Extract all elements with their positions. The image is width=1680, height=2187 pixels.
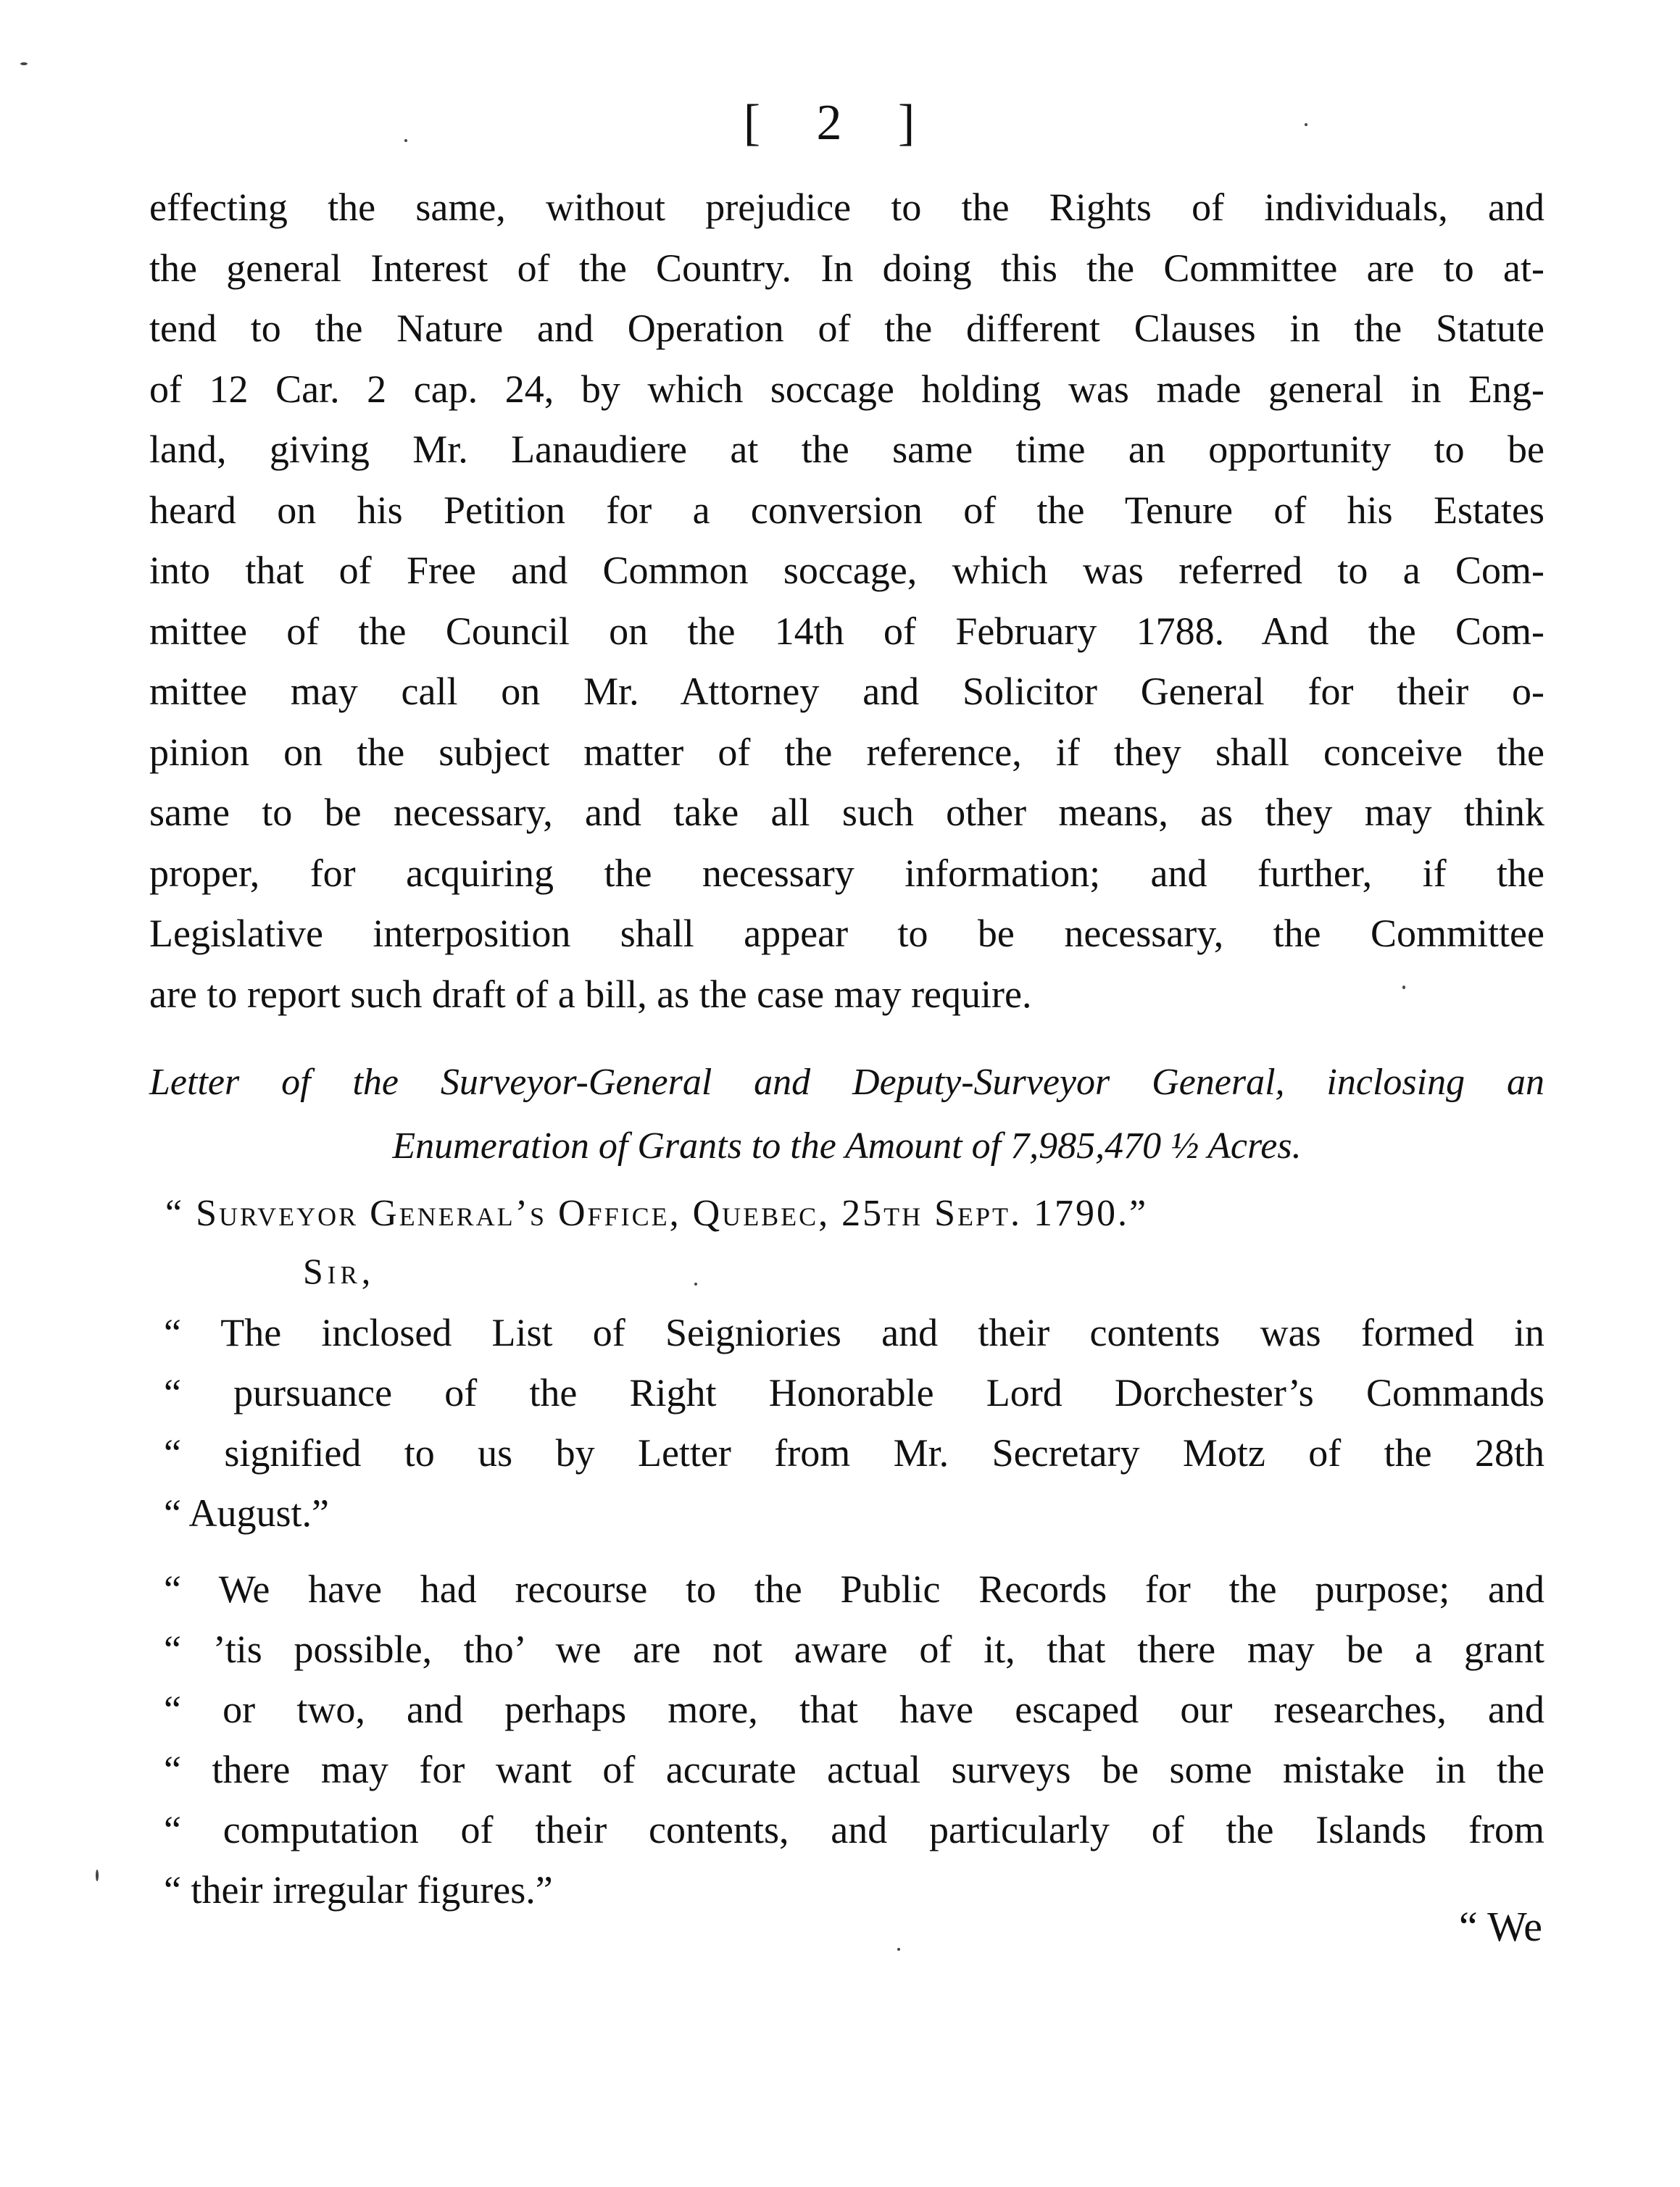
body-line: the general Interest of the Country. In doing this the Committee are to at-: [149, 246, 1544, 290]
scan-speck: [1305, 123, 1307, 126]
body-paragraph: [149, 178, 1544, 1025]
scan-speck: [404, 139, 407, 142]
scan-speck: [20, 62, 28, 65]
letter-paragraph: [164, 1559, 1544, 1920]
body-line: heard on his Petition for a conversion of the Tenure of his Estates: [149, 488, 1544, 532]
letter-line: “ The inclosed List of Seigniories and their contents was formed in: [164, 1311, 1544, 1354]
letter-line: “ their irregular figures.”: [164, 1868, 553, 1912]
scan-speck: [694, 1283, 697, 1286]
body-line: mittee may call on Mr. Attorney and Solicitor General for their o-: [149, 670, 1544, 713]
heading-line: Enumeration of Grants to the Amount of 7,985,470 ½ Acres.: [392, 1125, 1302, 1167]
letter-line: “ computation of their contents, and particularly of the Islands from: [164, 1808, 1544, 1851]
body-line: Legislative interposition shall appear to be necessary, the Committee: [149, 912, 1544, 955]
body-line: pinion on the subject matter of the reference, if they shall conceive the: [149, 730, 1544, 774]
body-line: are to report such draft of a bill, as the case may require.: [149, 972, 1032, 1016]
letter-line: “ We have had recourse to the Public Records for the purpose; and: [164, 1567, 1544, 1611]
letter-line: “ ’tis possible, tho’ we are not aware of it, that there may be a grant: [164, 1628, 1544, 1671]
scan-speck: [96, 1870, 99, 1881]
body-line: into that of Free and Common soccage, which was referred to a Com-: [149, 549, 1544, 592]
body-line: proper, for acquiring the necessary information; and further, if the: [149, 851, 1544, 895]
body-line: tend to the Nature and Operation of the different Clauses in the Statute: [149, 307, 1544, 350]
letter-heading: [149, 1051, 1544, 1178]
scan-speck: [897, 1948, 900, 1951]
page-number: [ 2 ]: [743, 95, 937, 151]
letter-paragraph: [164, 1303, 1544, 1544]
body-line: mittee of the Council on the 14th of February 1788. And the Com-: [149, 609, 1544, 653]
catchword: “ We: [1458, 1903, 1542, 1950]
body-line: of 12 Car. 2 cap. 24, by which soccage holding was made general in Eng-: [149, 367, 1544, 411]
letter-line: “ August.”: [164, 1491, 329, 1535]
letter-dateline: “ Surveyor General’s Office, Quebec, 25th Sept. 1790.”: [165, 1193, 1149, 1234]
letter-line: “ pursuance of the Right Honorable Lord Dorchester’s Commands: [164, 1371, 1544, 1415]
letter-salutation: Sir,: [303, 1251, 375, 1291]
heading-line: Letter of the Surveyor-General and Deputy-Surveyor General, inclosing an: [149, 1062, 1544, 1103]
scan-speck: [1402, 986, 1405, 989]
body-line: land, giving Mr. Lanaudiere at the same time an opportunity to be: [149, 428, 1544, 471]
body-line: same to be necessary, and take all such other means, as they may think: [149, 791, 1544, 834]
letter-line: “ or two, and perhaps more, that have escaped our researches, and: [164, 1688, 1544, 1731]
letter-line: “ there may for want of accurate actual surveys be some mistake in the: [164, 1748, 1544, 1791]
letter-line: “ signified to us by Letter from Mr. Secretary Motz of the 28th: [164, 1431, 1544, 1475]
body-line: effecting the same, without prejudice to the Rights of individuals, and: [149, 186, 1544, 229]
